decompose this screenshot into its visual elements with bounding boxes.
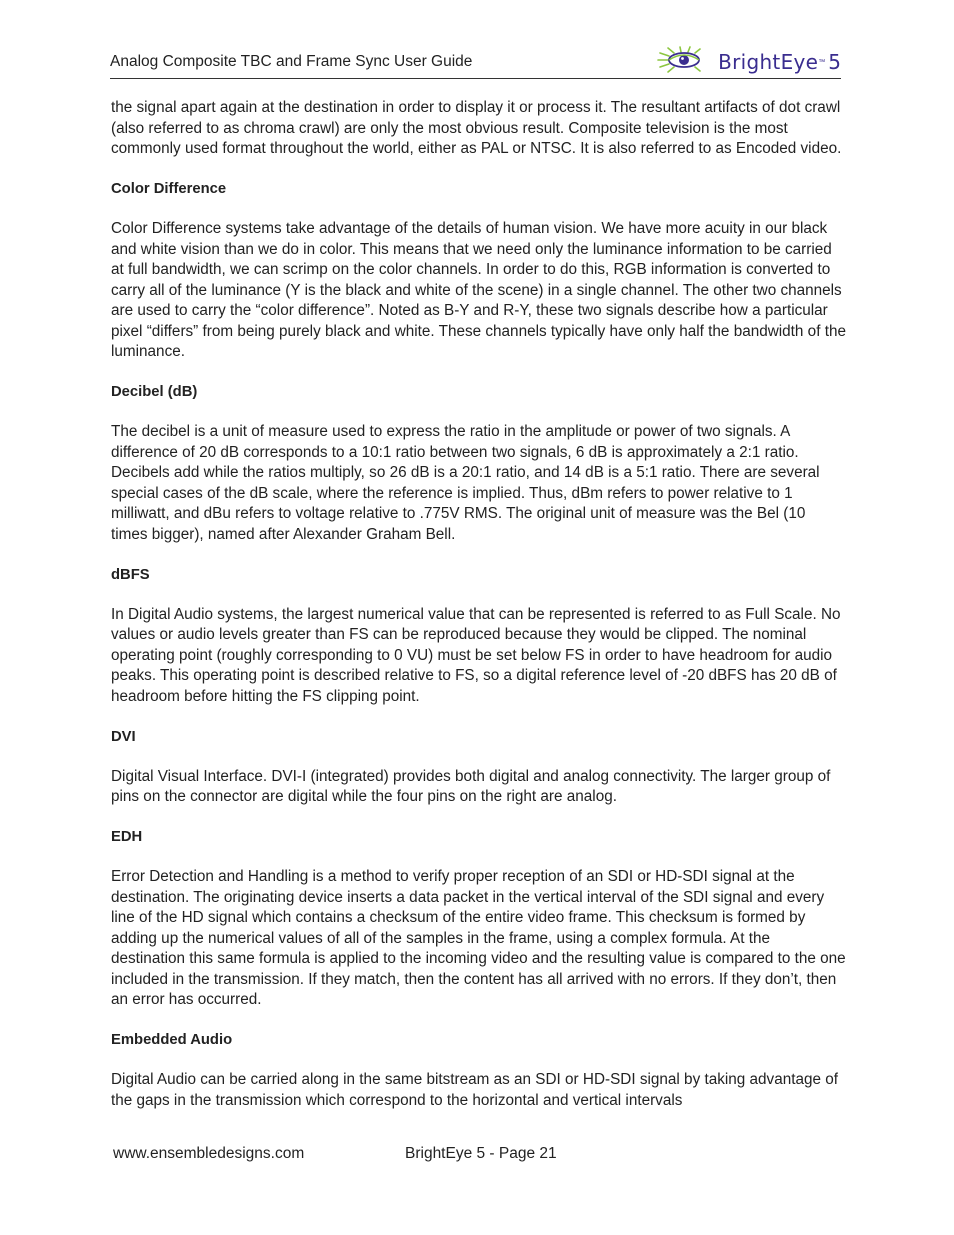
footer-page-number: BrightEye 5 - Page 21 (405, 1145, 557, 1162)
section-heading-embedded-audio: Embedded Audio (111, 1032, 233, 1048)
section-heading-edh: EDH (111, 829, 143, 845)
brighteye-logo (656, 47, 841, 77)
logo-trademark: ™ (818, 58, 826, 66)
logo-number: 5 (828, 50, 841, 74)
section-heading-decibel: Decibel (dB) (111, 384, 198, 400)
section-heading-dvi: DVI (111, 728, 136, 745)
section-body-embedded-audio: Digital Audio can be carried along in the same bitstream as an SDI or HD-SDI signal by taking advantage of the gaps in the transmission which correspond to the horizontal and vertical intervals (111, 1071, 838, 1109)
page-content (111, 98, 846, 1131)
footer-website-link[interactable]: www.ensembledesigns.com (113, 1145, 305, 1162)
section-heading-dbfs: dBFS (111, 566, 150, 583)
section-body-dvi: Digital Visual Interface. DVI-I (integrated) provides both digital and analog connectivity. The larger group of pins on the connector are digital while the four pins on the right are analog. (111, 767, 831, 805)
section-body-decibel: The decibel is a unit of measure used to express the ratio in the amplitude or power of two signals. A difference of 20 dB corresponds to a 10:1 ratio between two signals, 6 dB is approximately a 2:1 ratio. Decibels add while the ratios multiply, so 26 dB is a 20:1 ratio, and 14 dB is a 5:1 ratio. There are several special cases of the dB scale, where the reference is implied. Thus, dBm refers to power relative to 1 milliwatt, and dBu refers to voltage relative to .775V RMS. The original unit of measure was the Bel (10 times bigger), named after Alexander Graham Bell. (111, 423, 820, 543)
section-body-color-difference: Color Difference systems take advantage of the details of human vision. We have more acuity in our black and white vision than we do in color. This means that we need only the luminance information to be carried at full bandwidth, we can scrimp on the color channels. In order to do this, RGB information is converted to carry all of the luminance (Y is the black and white of the scene) in a single channel. The other two channels are used to carry the “color difference”. Noted as B-Y and R-Y, these two signals describe how a particular pixel “differs” from being purely black and white. These channels typically have only half the bandwidth of the luminance. (111, 220, 846, 360)
section-body-edh: Error Detection and Handling is a method to verify proper reception of an SDI or HD-SDI signal at the destination. The originating device inserts a data packet in the vertical interval of the SDI signal and every line of the HD signal which contains a checksum of the entire video frame. This checksum is formed by adding up the numerical values of all of the samples in the frame, using a complex formula. At the destination this same formula is applied to the incoming video and the resulting value is compared to the one included in the transmission. If they match, then the content has all arrived with no errors. If they don’t, then an error has occurred. (111, 868, 846, 1008)
document-title: Analog Composite TBC and Frame Sync User Guide (110, 53, 473, 70)
page-header (110, 44, 841, 79)
eye-with-rays-icon (656, 46, 714, 79)
section-body-dbfs: In Digital Audio systems, the largest numerical value that can be represented is referred to as Full Scale. No values or audio levels greater than FS can be reproduced because they would be clipped. The nominal operating point (roughly corresponding to 0 VU) must be set below FS in order to have headroom for audio peaks. This operating point is described relative to FS, so a digital reference level of -20 dBFS has 20 dB of headroom before hitting the FS clipping point. (111, 605, 841, 705)
intro-paragraph: the signal apart again at the destination in order to display it or process it. The resultant artifacts of dot crawl (also referred to as chroma crawl) are only the most obvious result. Composite television is the most commonly used format throughout the world, either as PAL or NTSC. It is also referred to as Encoded video. (111, 99, 842, 157)
section-heading-color-difference: Color Difference (111, 181, 227, 197)
logo-wordmark: BrightEye (718, 50, 819, 74)
page-footer (113, 1145, 813, 1167)
